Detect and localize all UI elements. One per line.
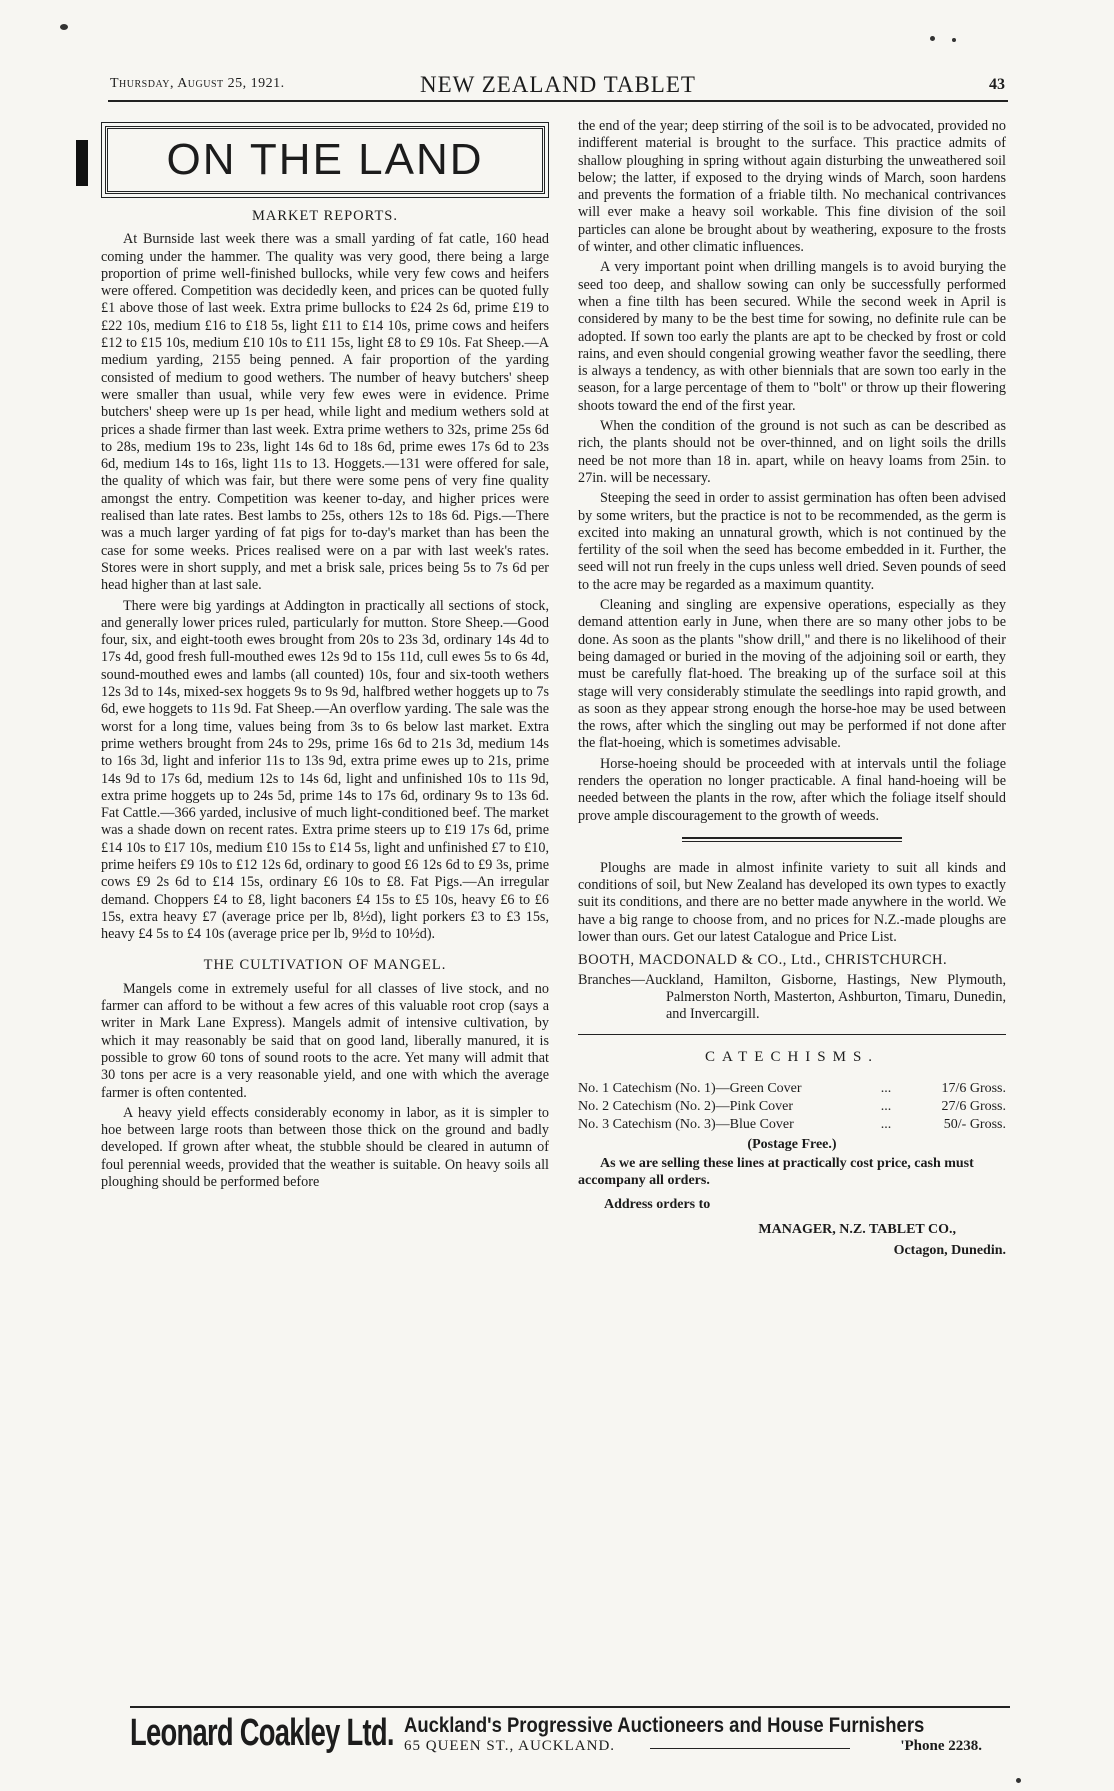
article-paragraph: Horse-hoeing should be proceeded with at intervals until the foliage renders the operation no longer practicable. A final hand-hoeing will be needed between the plants in the row, after which the foliage itself should prove ample discouragement to the growth of weeds.: [578, 755, 1006, 824]
company-address: 65 QUEEN ST., AUCKLAND.: [404, 1738, 616, 1754]
newspaper-title: NEW ZEALAND TABLET: [420, 72, 696, 97]
town-line: Octagon, Dunedin.: [893, 1243, 1006, 1259]
article-paragraph: A very important point when drilling mangels is to avoid burying the seed too deep, and shallow sowing can only be successfully performed when a fine tilth has been secured. While the second week in April is considered by many to be the best time for sowing, no definite rule can be adopted. If sown too early the plants are apt to be checked by frost or cold rains, and even should congenial growing weather favor the seedling, there is always a tendency, as with other biennials that are sown too early in the season, for a large percentage of them to "bolt" or throw up their flowering shoots toward the end of the first year.: [578, 259, 1006, 414]
catechism-leader: ...: [880, 1098, 892, 1114]
page-header: [110, 72, 1005, 102]
article-continuation: the end of the year; deep stirring of the soil is to be advocated, provided no indifferent material is brought to the surface. This practice admits of shallow ploughing in spring without again disturbing the unweathered soil below; the latter, if exposed to the drying winds of March, soon hardens and prevents the formation of a friable tilth. No mechanical contrivances will ever make a heavy soil workable. This fine division of the soil particles can alone be brought about by weathering, exposure to the frosts of winter, and other climatic influences.: [578, 118, 1006, 256]
catechism-item: [578, 1080, 1006, 1098]
right-column: [578, 118, 1006, 1260]
firm-branches: Branches—Auckland, Hamilton, Gisborne, Hastings, New Plymouth, Palmerston North, Masterton, Ashburton, Timaru, Dunedin, and Invercargill.: [578, 971, 1006, 1023]
catechism-leader: ...: [880, 1116, 892, 1132]
catechisms-advertisement: [578, 1049, 1006, 1260]
article-paragraph: Mangels come in extremely useful for all classes of live stock, and no farmer can afford to be without a few acres of this valuable root crop (says a writer in Mark Lane Express). Mangels admit of intensive cultivation, by which it may reasonably be said that on good land, liberally manured, it is possible to grow 60 tons of sound roots to the acre. Yet many will admit that 30 tons per acre is a very reasonable yield, and one with which the average farmer is often contented.: [101, 980, 549, 1101]
payment-note: As we are selling these lines at practically cost price, cash must accompany all orders.: [578, 1156, 974, 1189]
coakley-advertisement: [130, 1706, 1010, 1756]
catechism-name: No. 3 Catechism (No. 3)—Blue Cover: [578, 1116, 794, 1132]
print-speck: [1016, 1778, 1021, 1783]
manager-line: MANAGER, N.Z. TABLET CO.,: [758, 1222, 956, 1238]
page-number: 43: [989, 76, 1005, 93]
ploughs-advertisement: [578, 860, 1006, 1024]
catechism-leader: ...: [880, 1080, 892, 1096]
print-speck: [60, 24, 68, 30]
company-tagline: Auckland's Progressive Auctioneers and House Furnishers: [404, 1714, 925, 1737]
catechism-price: 50/- Gross.: [943, 1116, 1006, 1132]
postage-note: (Postage Free.): [747, 1136, 837, 1152]
address-label: Address orders to: [604, 1196, 711, 1212]
print-speck: [930, 36, 935, 41]
print-speck: [952, 38, 956, 42]
ploughs-ad-text: Ploughs are made in almost infinite variety to suit all kinds and conditions of soil, but New Zealand has developed its own types to exactly suit its conditions, and there are no better made anywhere in the world. We have a big range to choose from, and no prices for N.Z.-made ploughs are lower than ours. Get our latest Catalogue and Price List.: [578, 859, 1006, 946]
catechism-item: [578, 1098, 1006, 1116]
article-paragraph: At Burnside last week there was a small yarding of fat catle, 160 head coming under the hammer. The quality was very good, there being a large proportion of prime well-finished bullocks, while very few cows and heifers were offered. Competition was decidedly keen, and prices can be quoted fully £1 above those of last week. Extra prime bullocks to £24 2s 6d, prime £19 to £22 10s, medium £16 to £18 5s, light £11 to £14 10s, prime cows and heifers £12 to £15 10s, medium £10 10s to £11 15s, light £8 to £9 10s. Fat Sheep.—A medium yarding, 2155 being penned. A fair proportion of the yarding consisted of medium to good wethers. The number of heavy butchers' sheep were smaller than usual, while very few ewes were in evidence. Prime butchers' sheep were up 1s per head, while light and medium wethers sold at prices a shade firmer than last week. Extra prime wethers to 32s, prime 25s 6d to 28s, medium 19s to 23s, light 14s 6d to 18s 6d, prime ewes 17s 6d to 23s 6d, medium 14s to 16s, light 11s to 13. Hoggets.—131 were offered for sale, the quality of which was fair, but there were some pens of very fine quality amongst the entry. Competition was keener to-day, and higher prices were realised than late rates. Best lambs to 25s, others 12s to 18s 6d. Pigs.—There was a much larger yarding of fat pigs for to-day's market than has been the case for some weeks. Prices realised were on a par with last week's rates. Stores were in short supply, and met a brisk sale, prices being 5s to 7s 6d per head higher than at last sale.: [101, 231, 549, 594]
catechisms-title: CATECHISMS.: [704, 1048, 880, 1065]
article-paragraph: Steeping the seed in order to assist germination has often been advised by some writers, but the practice is not to be recommended, as the germ is excited into making an unnatural growth, which is not continued by the fertility of the soil when the seed has become embedded in it. Further, the seed will not run freely in the cups unless well dried. Seven pounds of seed to the acre may be regarded as a maximum quantity.: [578, 490, 1006, 593]
company-phone: 'Phone 2238.: [900, 1738, 982, 1754]
margin-mark: [76, 140, 88, 186]
catechism-item: [578, 1116, 1006, 1134]
address-rule: [650, 1748, 850, 1749]
firm-name: BOOTH, MACDONALD & CO., Ltd., CHRISTCHURCH.: [578, 952, 948, 969]
article-paragraph: There were big yardings at Addington in practically all sections of stock, and generally lower prices ruled, particularly for mutton. Store Sheep.—Good four, six, and eight-tooth ewes brought from 20s to 23s 3d, ordinary 14s 4d to 17s 4d, good fresh full-mouthed ewes 12s 9d to 15s 11d, cull ewes 5s to 6s 4d, sound-mouthed ewes and lambs (all counted) 10s, four and six-tooth wethers 12s 3d to 14s, mixed-sex hoggets 9s to 9s 9d, halfbred wether hoggets up to 7s 6d, ewe hoggets to 11s 9d. Fat Sheep.—An overflow yarding. The sale was the worst for a long time, values being from 3s to 6s below last market. Extra prime wethers brought from 24s to 29s, prime 16s 6d to 21s 3d, medium 14s to 16s 3d, light and inferior 11s to 13s 9d, extra prime ewes up to 21s, prime 14s 9d to 17s 6d, medium 12s to 14s 6d, light and unfinished 10s to 11s 9d, extra prime hoggets up to 24s 5d, prime 14s to 17s 6d, ordinary 9s to 13s 6d. Fat Cattle.—366 yarded, inclusive of much light-conditioned beef. The market was a shade down on recent rates. Extra prime steers up to £19 17s 6d, prime £14 10s to £17 10s, medium £10 15s to £14 5s, light and unfinished £7 to £10, prime heifers £9 10s to £12 12s 6d, ordinary to good £6 12s 6d to £9 3s, prime cows £9 2s 6d to £14 15s, ordinary £6 10s to £8. Fat Pigs.—An irregular demand. Choppers £4 to £8, light baconers £4 15s to £5 10s, heavy £6 to £6 15s, extra heavy £7 (average price per lb, 8½d), light porkers £3 to £3 15s, heavy £4 5s to £4 10s (average price per lb, 9½d to 10½d).: [101, 597, 550, 943]
section-banner: [105, 126, 545, 194]
catechism-name: No. 1 Catechism (No. 1)—Green Cover: [578, 1080, 802, 1096]
catechism-rule: [578, 1034, 1006, 1035]
catechism-price: 27/6 Gross.: [941, 1098, 1006, 1114]
article-paragraph: A heavy yield effects considerably economy in labor, as it is simpler to hoe between large roots than between those thick on the ground and badly developed. If grown after wheat, the stubble should be cleared in autumn of foul perennial weeds, provided that the weather is suitable. On heavy soils all ploughing should be performed before: [101, 1104, 549, 1191]
article-paragraph: When the condition of the ground is not such as can be described as rich, the plants should not be over-thinned, and on light soils the drills need be not more than 18 in. apart, while on heavy loams from 25in. to 27in. will be necessary.: [578, 418, 1006, 486]
left-column: [101, 118, 549, 1194]
catechism-price: 17/6 Gross.: [941, 1080, 1006, 1096]
article-paragraph: Cleaning and singling are expensive operations, especially as they demand attention early in June, when there are so many other jobs to be done. As soon as the plants "show drill," and there is no likelihood of their being damaged or buried in the moving of the adjoining soil or earth, they must be carefully flat-hoed. The breaking up of the surface soil at this stage will very considerably stimulate the seedlings into rapid growth, and as soon as they appear strong enough the horse-hoe may be used between the rows, after which the singling out may be performed if not done after the flat-hoeing, which is sometimes advisable.: [578, 597, 1006, 752]
issue-date: Thursday, August 25, 1921.: [110, 76, 285, 91]
mangel-heading: THE CULTIVATION OF MANGEL.: [203, 957, 447, 974]
catechism-name: No. 2 Catechism (No. 2)—Pink Cover: [578, 1098, 794, 1114]
section-divider: [682, 837, 902, 842]
section-title: ON THE LAND: [166, 135, 484, 185]
company-name: Leonard Coakley Ltd.: [130, 1712, 394, 1754]
header-rule: [108, 100, 1008, 102]
market-reports-heading: MARKET REPORTS.: [252, 208, 398, 224]
